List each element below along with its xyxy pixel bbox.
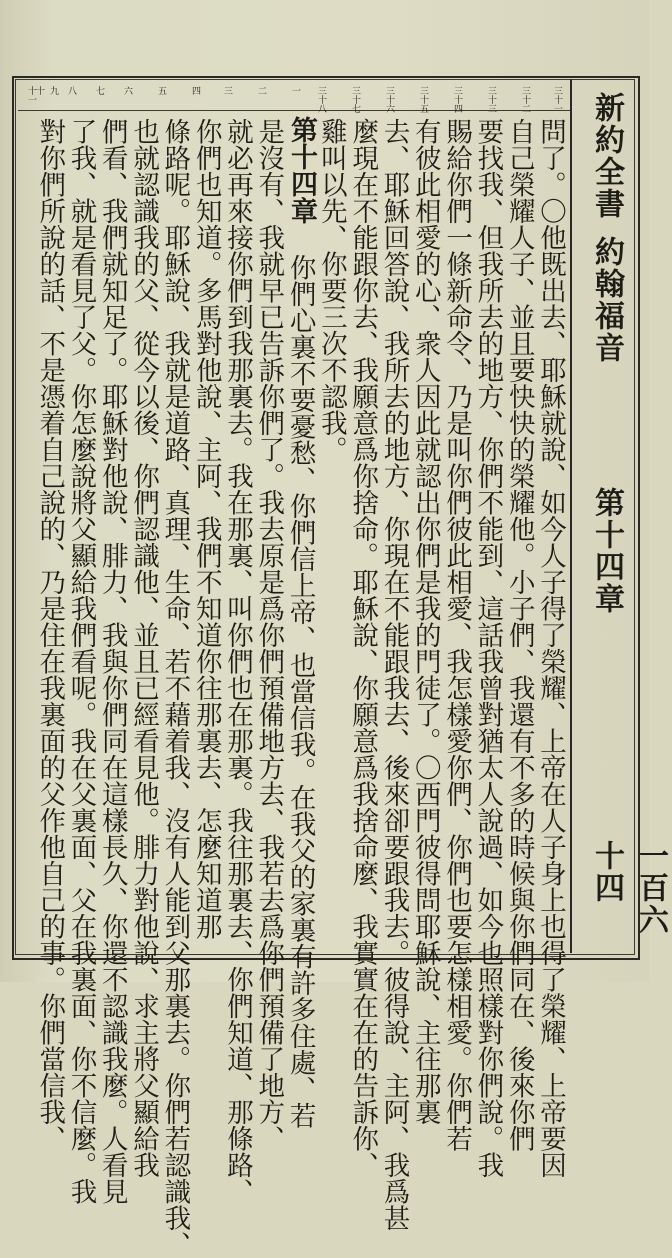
verse-number: 三十八 — [316, 86, 326, 113]
chapter-heading: 第十四章 — [286, 116, 317, 224]
gospel-name: 約翰福音 — [589, 236, 624, 364]
text-column: 自己榮耀人子、並且要快快的榮耀他。小子們、我還有不多的時候與你們同在、後來你們 — [503, 118, 535, 1152]
text-column: 問了。〇他既出去、耶穌就說、如今人子得了榮耀、上帝在人子身上也得了榮耀、上帝要因 — [535, 118, 566, 1178]
verse-number: 三十六 — [384, 86, 394, 113]
verse-number: 三 — [222, 86, 232, 95]
text-column: 條路呢。耶穌說、我就是道路、真理、生命、若不藉着我、沒有人能到父那裏去。你們若認識我、 — [159, 118, 191, 1258]
text-column: 去、耶穌回答說、我所去的地方、你現在不能跟我去、後來卻要跟我去。彼得說、主阿、我爲甚 — [378, 118, 410, 1231]
running-title-column — [576, 92, 668, 952]
verse-number: 三十七 — [350, 86, 360, 113]
verse-number: 五 — [156, 86, 166, 95]
book-title — [584, 92, 628, 364]
text-column: 也就認識我的父、從今以後、你們認識他、並且已經看見他。腓力對他說、求主將父顯給我 — [128, 118, 160, 1178]
text-column: 是沒有、我就早已告訴你們了。我去原是爲你們預備地方去、我若去爲你們預備了地方、 — [253, 118, 285, 1152]
page-number: 一百六十四 — [589, 840, 668, 936]
verse-number: 四 — [190, 86, 200, 95]
text-column: 雞叫以先、你要三次不認我。 — [315, 118, 347, 463]
verse-number: 八 — [66, 86, 76, 95]
text-column: 麼現在不能跟你去、我願意爲你捨命。耶穌說、你願意爲我捨命麼、我實實在在的告訴你、 — [347, 118, 379, 1178]
text-column: 你們心裏不要憂愁、你們信上帝、也當信我。在我父的家裏有許多住處、若 — [284, 254, 316, 1129]
verse-number: 十 — [34, 86, 44, 95]
text-column: 就必再來接你們到我那裏去。我在那裏、叫你們也在那裏。我往那裏去、你們知道、那條路、 — [222, 118, 253, 1205]
verse-number: 三十二 — [520, 86, 530, 113]
text-column: 了我、就是看見了父。你怎麼說將父顯給我們看呢。我在父裏面、父在我裏面、你不信麼。我 — [65, 118, 97, 1205]
verse-number: 三十四 — [452, 86, 462, 113]
title-column-divider — [570, 79, 572, 953]
verse-number: 二 — [256, 86, 266, 95]
text-column: 要找我、但我所去的地方、你們不能到、這話我曾對猶太人說過、如今也照樣對你們說。我 — [472, 118, 504, 1178]
verse-number: 三十五 — [418, 86, 428, 113]
text-column: 賜給你們一條新命令、乃是叫你們彼此相愛、我怎樣愛你們、你們也要怎樣相愛。你們若 — [441, 118, 473, 1152]
book-name: 新約全書 — [589, 92, 624, 220]
verse-number: 一 — [290, 86, 300, 95]
text-column: 有彼此相愛的心、衆人因此就認出你們是我的門徒了。〇西門彼得問耶穌說、主往那裏 — [409, 118, 441, 1125]
verse-number: 三十三 — [486, 86, 496, 113]
text-column: 們看、我們就知足了。耶穌對他說、腓力、我與你們同在這樣長久、你還不認識我麼。人看見 — [96, 118, 128, 1205]
verse-number: 六 — [122, 86, 132, 95]
text-column: 你們也知道。多馬對他說、主阿、我們不知道你往那裏去、怎麼知道那 — [190, 118, 222, 940]
text-column: 對你們所說的話、不是憑着自己說的、乃是住在我裏面的父作他自己的事。你們當信我、 — [34, 118, 66, 1152]
verse-number: 十一 — [26, 86, 36, 104]
verse-number: 三十一 — [552, 86, 562, 113]
chapter-running-title: 第十四章 — [589, 487, 624, 615]
verse-number: 七 — [94, 86, 104, 95]
verse-number: 九 — [48, 86, 58, 95]
